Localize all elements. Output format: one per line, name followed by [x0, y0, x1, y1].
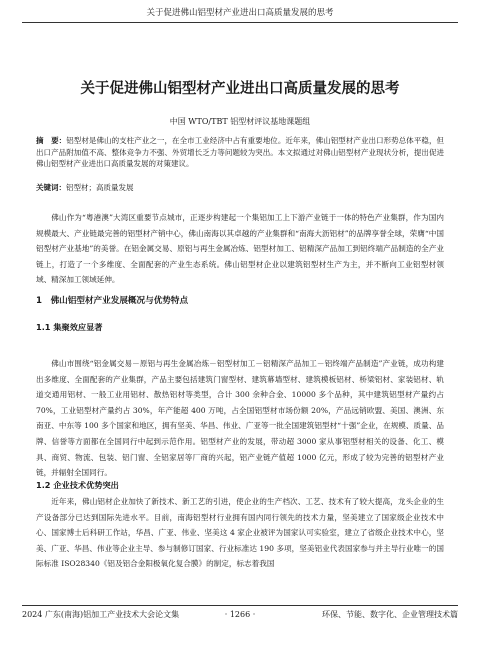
footer-proceedings: 2024 广东(南海)铝加工产业技术大会论文集	[22, 610, 180, 619]
abstract-text: 铝型材是佛山的支柱产业之一，在全市工业经济中占有重要地位。近年来，佛山铝型材产业出口形势总体平稳，但出口产品附加值不高、整体竞争力不强、外贸增长乏力等问题较为突出。本文拟通过对佛山铝型材产业现状分析，提出促进佛山铝型材产业进出口高质量发展的对策建议。	[36, 136, 445, 168]
section-1-1-paragraph: 佛山市围绕“铝金属交易－原铝与再生金属冶炼－铝型材加工－铝精深产品加工－铝终端产品制造”产业链，成功构建出多维度、全面配套的产业集群，产品主要包括建筑门窗型材、建筑幕墙型材、建筑模板铝材、桥梁铝材、家装铝材、轨道交通用铝材、一般工业用铝材、散热铝材等类型，合计 300 余种合金、10000 多个品种，其中建筑铝型材产量约占 70%，工业铝型材产量约占 30%，年产能超 400 万吨，占全国铝型材市场份额 20%，产品远销欧盟、美国、澳洲、东南亚、中东等 100 多个国家和地区，拥有坚美、华昌、伟业、广亚等一批全国建筑铝型材“十强”企业，在规模、质量、品牌、信誉等方面都在全国同行中起到示范作用。铝型材产业的发展，带动超 3000 家从事铝型材相关的设备、化工、模具、商贸、物流、包装、铝门窗、全铝家居等厂商的兴起，铝产业链产值超 1000 亿元，形成了较为完善的铝型材产业链，并辐射全国同行。	[36, 359, 444, 478]
footer-section: 环保、节能、数字化、企业管理技术篇	[322, 610, 458, 619]
keywords-text: 铝型材；高质量发展	[66, 183, 134, 192]
section-1-2-heading: 1.2 企业技术优势突出	[36, 480, 119, 490]
keywords-label: 关键词：	[36, 183, 66, 192]
page-number: · 1266 ·	[224, 610, 256, 619]
section-1-2-paragraph: 近年来，佛山铝材企业加快了新技术、新工艺的引进，使企业的生产档次、工艺、技术有了较大提高，龙头企业的生产设备部分已达到国际先进水平。目前，南海铝型材行业拥有国内同行领先的技术力量，坚美建立了国家级企业技术中心、国家博士后科研工作站，华昌、广亚、伟业、坚美这 4 家企业被评为国家认可实验室，建立了省级企业技术中心，坚美、广亚、华昌、伟业等企业主导、参与制修订国家、行业标准达 190 多项，坚美铝业代表国家参与并主导行业唯一的国际标准 ISO28340《铝及铝合金阳极氧化复合膜》的制定，标志着我国	[36, 497, 444, 569]
running-header: 关于促进佛山铝型材产业进出口高质量发展的思考	[22, 7, 458, 23]
keywords	[36, 182, 444, 194]
section-1-1-heading: 1.1 集聚效应显著	[36, 322, 103, 332]
paper-title: 关于促进佛山铝型材产业进出口高质量发展的思考	[80, 81, 400, 97]
author-line: 中国 WTO/TBT 铝型材评议基地课题组	[169, 117, 311, 126]
abstract	[36, 135, 444, 170]
intro-paragraph: 佛山作为“粤港澳”大湾区重要节点城市，正逐步构建起一个集铝加工上下游产业链于一体的特色产业集群，作为国内规模最大、产业链最完善的铝型材产销中心，佛山南海以其卓越的产业集群和“南海大沥铝材”的品牌享誉全球，荣膺“中国铝型材产业基地”的美誉。在铝金属交易、原铝与再生金属冶炼、铝型材加工、铝精深产品加工到铝终端产品制造的全产业链上，打造了一个多维度、全面配套的产业生态系统。佛山铝型材企业以建筑铝型材生产为主，并不断向工业铝型材领域、精深加工领域延伸。	[36, 213, 444, 285]
abstract-label: 摘 要：	[36, 136, 67, 145]
section-1-heading: 1 佛山铝型材产业发展概况与优势特点	[36, 296, 189, 306]
page-footer	[22, 605, 458, 619]
